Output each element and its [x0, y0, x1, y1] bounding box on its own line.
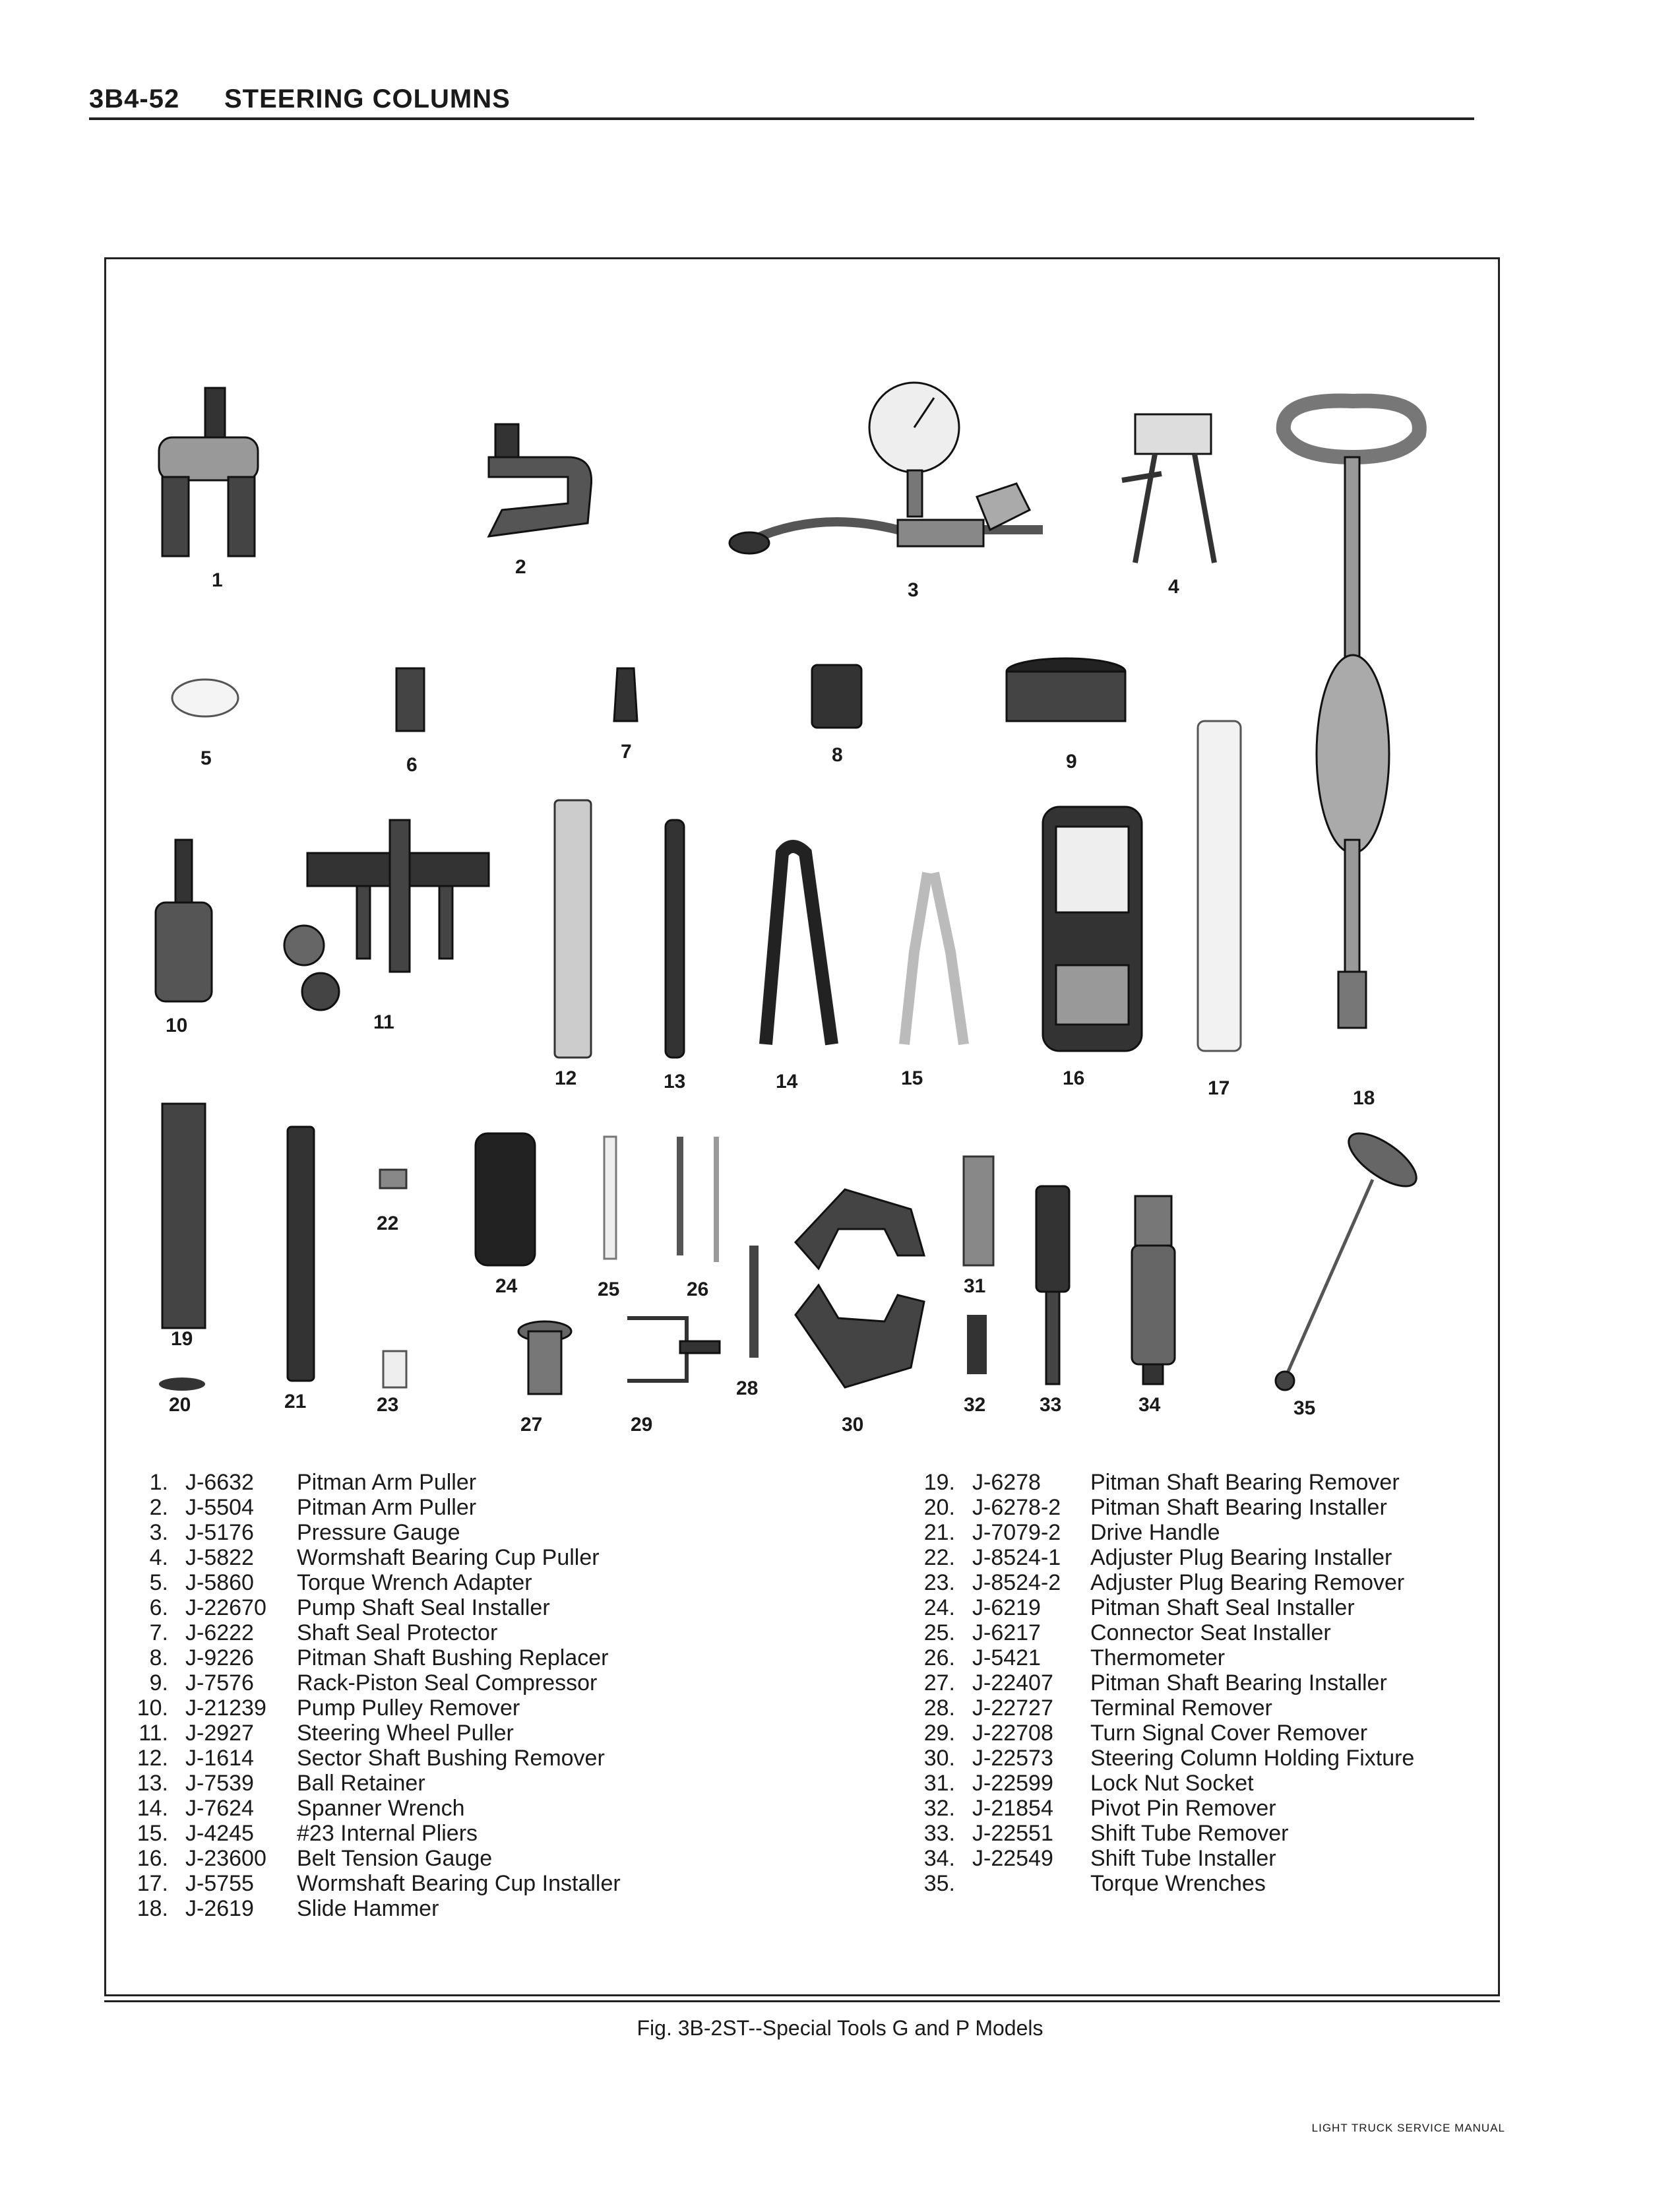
tool-desc: Steering Wheel Puller [297, 1721, 514, 1746]
callout-5: 5 [201, 747, 212, 769]
tool-part: J-6217 [972, 1620, 1041, 1645]
tool-9-seal-compressor [1007, 658, 1125, 721]
callout-8: 8 [832, 744, 843, 766]
tool-desc: Pitman Shaft Bushing Replacer [297, 1645, 609, 1670]
tool-idx: 18. [137, 1896, 168, 1921]
tool-30-holding-fixture [795, 1189, 924, 1387]
callout-24: 24 [495, 1275, 518, 1297]
callout-26: 26 [687, 1279, 709, 1300]
tool-desc: Torque Wrenches [1090, 1871, 1266, 1896]
tool-desc: Pump Shaft Seal Installer [297, 1595, 550, 1620]
tool-idx: 14. [137, 1796, 168, 1821]
tool-desc: Pitman Shaft Bearing Remover [1090, 1470, 1400, 1495]
tool-part: J-22549 [972, 1846, 1053, 1871]
tool-desc: Pitman Shaft Bearing Installer [1090, 1670, 1387, 1695]
figure-caption: Fig. 3B-2ST--Special Tools G and P Models [637, 2016, 1043, 2040]
tool-part: J-8524-2 [972, 1570, 1061, 1595]
tool-idx: 19. [923, 1470, 955, 1495]
tool-23-plug-remover [383, 1351, 406, 1387]
tool-part: J-6222 [185, 1620, 254, 1645]
tool-desc: Drive Handle [1090, 1520, 1220, 1545]
tool-desc: Rack-Piston Seal Compressor [297, 1670, 598, 1695]
tool-idx: 1. [149, 1470, 168, 1495]
tool-desc: Steering Column Holding Fixture [1090, 1746, 1415, 1771]
tool-idx: 29. [923, 1721, 955, 1746]
tool-11-wheel-puller [284, 820, 489, 1010]
tool-idx: 25. [923, 1620, 955, 1645]
callout-20: 20 [169, 1394, 191, 1416]
callout-3: 3 [908, 579, 919, 601]
tool-16-belt-tension-gauge [1043, 807, 1142, 1051]
callout-29: 29 [631, 1414, 653, 1436]
callout-25: 25 [598, 1279, 620, 1300]
tool-desc: Connector Seat Installer [1090, 1620, 1331, 1645]
tool-desc: Thermometer [1090, 1645, 1226, 1670]
tool-desc: Pitman Arm Puller [297, 1495, 477, 1520]
tool-14-spanner-wrench [766, 846, 832, 1044]
callout-12: 12 [555, 1067, 577, 1089]
tool-idx: 34. [923, 1846, 955, 1871]
tool-part: J-9226 [185, 1645, 254, 1670]
tool-idx: 22. [923, 1545, 955, 1570]
tool-22-plug-installer [380, 1170, 406, 1188]
callout-28: 28 [736, 1378, 759, 1399]
callout-21: 21 [284, 1391, 307, 1412]
callout-32: 32 [964, 1394, 986, 1416]
tool-part: J-21854 [972, 1796, 1053, 1821]
tool-idx: 10. [137, 1695, 168, 1721]
tool-part: J-4245 [185, 1821, 254, 1846]
tool-idx: 4. [149, 1545, 168, 1570]
tool-idx: 35. [923, 1871, 955, 1896]
tool-desc: Terminal Remover [1090, 1695, 1272, 1721]
tool-12-bushing-remover [555, 800, 591, 1058]
tool-idx: 2. [149, 1495, 168, 1520]
tool-desc: Slide Hammer [297, 1896, 439, 1921]
page-header [89, 84, 1474, 120]
tool-part: J-7539 [185, 1771, 254, 1796]
tool-idx: 5. [149, 1570, 168, 1595]
tool-desc: Shift Tube Installer [1090, 1846, 1276, 1871]
callout-34: 34 [1138, 1394, 1161, 1416]
callout-10: 10 [166, 1015, 188, 1036]
callout-33: 33 [1040, 1394, 1062, 1416]
tool-idx: 7. [149, 1620, 168, 1645]
tool-idx: 33. [923, 1821, 955, 1846]
tool-desc: Pitman Shaft Seal Installer [1090, 1595, 1355, 1620]
tool-part: J-21239 [185, 1695, 266, 1721]
callout-14: 14 [776, 1071, 798, 1092]
tool-part: J-8524-1 [972, 1545, 1061, 1570]
tool-part: J-5504 [185, 1495, 254, 1520]
tool-desc: Turn Signal Cover Remover [1090, 1721, 1368, 1746]
tool-idx: 3. [149, 1520, 168, 1545]
tool-desc: #23 Internal Pliers [297, 1821, 478, 1846]
callout-7: 7 [621, 741, 632, 763]
tool-34-shift-tube-installer [1132, 1196, 1175, 1384]
callout-18: 18 [1353, 1087, 1375, 1109]
tool-part: J-5755 [185, 1871, 254, 1896]
tool-part: J-22599 [972, 1771, 1053, 1796]
tool-part: J-5860 [185, 1570, 254, 1595]
tool-8-bushing-replacer [812, 665, 861, 728]
callout-9: 9 [1066, 751, 1077, 773]
callout-2: 2 [515, 556, 526, 578]
callout-17: 17 [1208, 1077, 1230, 1099]
tool-4-cup-puller [1122, 414, 1214, 563]
tool-idx: 23. [923, 1570, 955, 1595]
tool-desc: Belt Tension Gauge [297, 1846, 493, 1871]
tool-desc: Shaft Seal Protector [297, 1620, 498, 1645]
tool-idx: 21. [923, 1520, 955, 1545]
footer-label: LIGHT TRUCK SERVICE MANUAL [1311, 2122, 1505, 2134]
callout-13: 13 [664, 1071, 686, 1092]
tool-part: J-6219 [972, 1595, 1041, 1620]
tool-idx: 28. [923, 1695, 955, 1721]
tool-7-seal-protector [614, 668, 637, 721]
tool-idx: 16. [137, 1846, 168, 1871]
tool-24-seal-installer [476, 1133, 535, 1265]
tool-18-slide-hammer [1284, 401, 1419, 1028]
tool-part: J-6278-2 [972, 1495, 1061, 1520]
tool-part: J-22551 [972, 1821, 1053, 1846]
page-number: 3B4-52 [89, 84, 180, 113]
tools-illustration [106, 259, 1498, 1460]
tool-desc: Torque Wrench Adapter [297, 1570, 532, 1595]
tool-17-cup-installer [1198, 721, 1241, 1051]
tool-part: J-6278 [972, 1470, 1041, 1495]
tool-desc: Adjuster Plug Bearing Installer [1090, 1545, 1392, 1570]
tool-desc: Shift Tube Remover [1090, 1821, 1289, 1846]
tool-idx: 31. [923, 1771, 955, 1796]
tool-33-shift-tube-remover [1036, 1186, 1069, 1384]
tool-part: J-7079-2 [972, 1520, 1061, 1545]
tool-desc: Ball Retainer [297, 1771, 425, 1796]
tool-idx: 6. [149, 1595, 168, 1620]
tool-part: J-7624 [185, 1796, 254, 1821]
callout-30: 30 [842, 1414, 864, 1436]
tool-desc: Pitman Arm Puller [297, 1470, 477, 1495]
callout-4: 4 [1168, 576, 1179, 598]
callout-22: 22 [377, 1213, 399, 1234]
tool-part: J-7576 [185, 1670, 254, 1695]
tool-desc: Sector Shaft Bushing Remover [297, 1746, 605, 1771]
tool-5-adapter [172, 680, 238, 716]
tool-6-seal-installer [396, 668, 424, 731]
tool-part: J-22708 [972, 1721, 1053, 1746]
callout-19: 19 [171, 1328, 193, 1350]
tool-35-torque-wrenches [1276, 1124, 1424, 1390]
tool-desc: Pitman Shaft Bearing Installer [1090, 1495, 1387, 1520]
callout-31: 31 [964, 1275, 986, 1297]
callout-15: 15 [901, 1067, 923, 1089]
callout-27: 27 [520, 1414, 543, 1436]
tool-desc: Spanner Wrench [297, 1796, 465, 1821]
tool-29-cover-remover [627, 1318, 720, 1381]
section-title: STEERING COLUMNS [224, 84, 511, 113]
tool-idx: 12. [137, 1746, 168, 1771]
tool-10-pulley-remover [156, 840, 212, 1001]
frame-bottom-rule [104, 2000, 1500, 2002]
tool-part: J-2927 [185, 1721, 254, 1746]
tool-13-ball-retainer [666, 820, 684, 1058]
tool-desc: Wormshaft Bearing Cup Puller [297, 1545, 600, 1570]
tool-19-bearing-remover [162, 1104, 205, 1328]
tool-desc: Lock Nut Socket [1090, 1771, 1254, 1796]
tool-part: J-2619 [185, 1896, 254, 1921]
tool-desc: Pump Pulley Remover [297, 1695, 520, 1721]
tool-part: J-22573 [972, 1746, 1053, 1771]
callout-11: 11 [373, 1011, 394, 1033]
tool-idx: 24. [923, 1595, 955, 1620]
tool-part: J-5176 [185, 1520, 254, 1545]
tool-idx: 9. [149, 1670, 168, 1695]
tool-28-terminal-remover [749, 1246, 759, 1358]
tool-32-pivot-pin-remover [967, 1315, 987, 1374]
tool-idx: 32. [923, 1796, 955, 1821]
tool-part: J-6632 [185, 1470, 254, 1495]
tool-idx: 13. [137, 1771, 168, 1796]
tool-2-pitman-arm-puller [489, 424, 592, 536]
tool-idx: 27. [923, 1670, 955, 1695]
tool-part: J-22727 [972, 1695, 1053, 1721]
tool-idx: 11. [139, 1721, 168, 1746]
tool-part: J-5421 [972, 1645, 1041, 1670]
tool-idx: 15. [137, 1821, 168, 1846]
tool-idx: 20. [923, 1495, 955, 1520]
tool-part: J-22670 [185, 1595, 266, 1620]
tool-idx: 8. [149, 1645, 168, 1670]
tool-25-seat-installer [604, 1137, 616, 1259]
tool-15-internal-pliers [904, 873, 964, 1044]
tool-20-bearing-installer [159, 1378, 205, 1391]
callout-16: 16 [1063, 1067, 1085, 1089]
tool-31-lock-nut-socket [964, 1156, 993, 1265]
tool-3-pressure-gauge [730, 383, 1043, 554]
callout-23: 23 [377, 1394, 399, 1416]
callout-6: 6 [406, 754, 418, 776]
tool-desc: Pivot Pin Remover [1090, 1796, 1276, 1821]
tool-desc: Adjuster Plug Bearing Remover [1090, 1570, 1405, 1595]
tool-21-drive-handle [288, 1127, 314, 1381]
tool-part: J-1614 [185, 1746, 254, 1771]
tool-1-pitman-arm-puller [159, 388, 258, 556]
tool-desc: Wormshaft Bearing Cup Installer [297, 1871, 621, 1896]
tool-part: J-22407 [972, 1670, 1053, 1695]
tool-desc: Pressure Gauge [297, 1520, 460, 1545]
callout-1: 1 [212, 569, 223, 591]
tool-part: J-23600 [185, 1846, 266, 1871]
tool-27-bearing-installer [518, 1321, 571, 1394]
tool-idx: 30. [923, 1746, 955, 1771]
tool-idx: 26. [923, 1645, 955, 1670]
callout-35: 35 [1293, 1397, 1316, 1419]
tool-idx: 17. [137, 1871, 168, 1896]
tool-part: J-5822 [185, 1545, 254, 1570]
